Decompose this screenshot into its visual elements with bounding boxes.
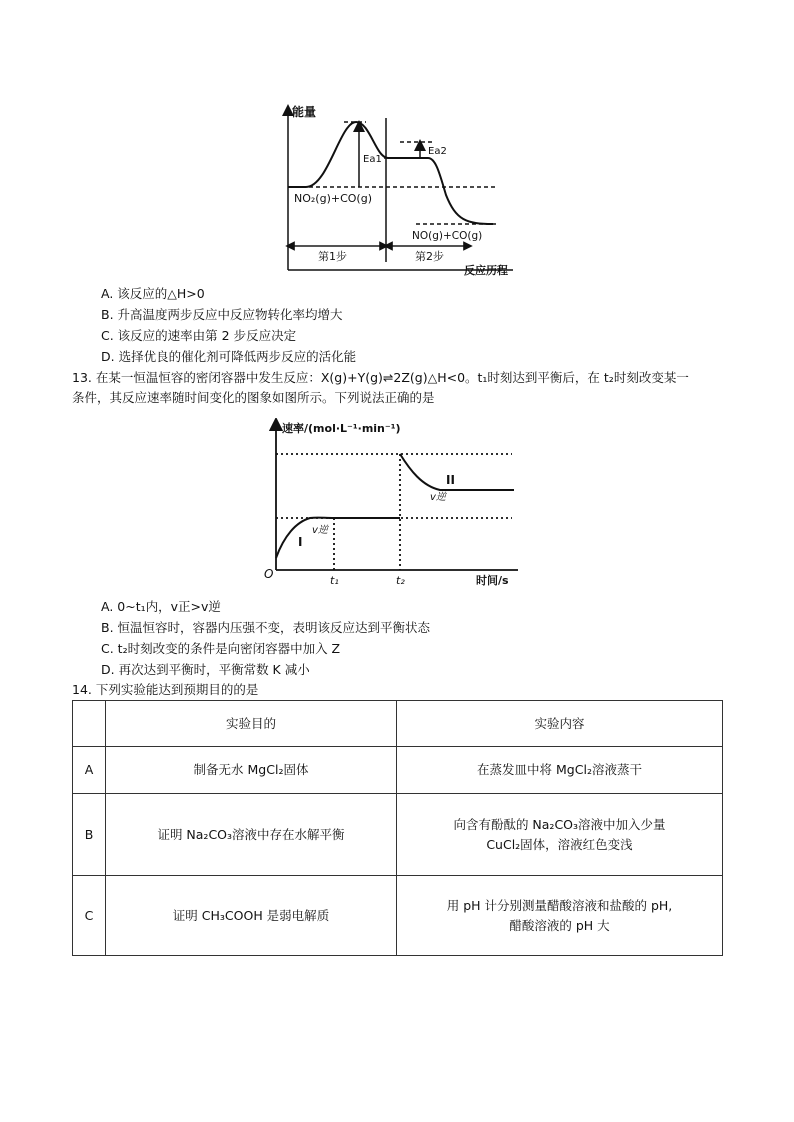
- row-content-line: 用 pH 计分别测量醋酸溶液和盐酸的 pH,: [446, 897, 673, 913]
- rate-diagram: [262, 418, 524, 588]
- q14-stem: 14. 下列实验能达到预期目的的是: [72, 682, 259, 697]
- row-content-line: 在蒸发皿中将 MgCl₂溶液蒸干: [477, 762, 642, 777]
- q12-option-b: B. 升高温度两步反应中反应物转化率均增大: [101, 307, 343, 322]
- row-label: C: [73, 876, 106, 956]
- energy-x-label: 反应历程: [464, 264, 508, 277]
- table-header-row: [73, 701, 723, 747]
- q13-option-a: A. 0~t₁内，v正>v逆: [101, 599, 221, 614]
- rate-y-label: 速率/(mol·L⁻¹·min⁻¹): [282, 422, 401, 435]
- header-content: 实验内容: [397, 701, 723, 747]
- curve-ii-label: II: [446, 473, 455, 487]
- row-purpose: 证明 Na₂CO₃溶液中存在水解平衡: [106, 794, 397, 876]
- table-row: [73, 747, 723, 794]
- energy-curve: [288, 122, 493, 224]
- reactants-label: NO₂(g)+CO(g): [294, 192, 372, 205]
- energy-diagram: [268, 100, 518, 278]
- ea1-label: Ea1: [363, 154, 382, 165]
- row-content: [397, 747, 723, 794]
- header-purpose: 实验目的: [106, 701, 397, 747]
- rate-curve-i: [276, 518, 400, 558]
- experiment-table: [72, 700, 723, 956]
- row-content-line: 向含有酚酞的 Na₂CO₃溶液中加入少量: [453, 816, 666, 832]
- q12-option-a: A. 该反应的△H>0: [101, 286, 205, 301]
- rate-origin: O: [264, 567, 274, 581]
- row-purpose: 制备无水 MgCl₂固体: [106, 747, 397, 794]
- row-label: A: [73, 747, 106, 794]
- row-purpose: 证明 CH₃COOH 是弱电解质: [106, 876, 397, 956]
- ea2-label: Ea2: [428, 146, 447, 157]
- q13-stem-line2: 条件，其反应速率随时间变化的图象如图所示。下列说法正确的是: [72, 390, 435, 405]
- t2-label: t₂: [396, 574, 405, 587]
- row-content: [397, 876, 723, 956]
- v-label-1: v逆: [312, 525, 328, 536]
- v-label-2: v逆: [430, 492, 446, 503]
- q13-option-d: D. 再次达到平衡时，平衡常数 K 减小: [101, 662, 310, 677]
- row-content-line: CuCl₂固体，溶液红色变浅: [486, 836, 633, 852]
- rate-x-label: 时间/s: [476, 574, 509, 587]
- row-label: B: [73, 794, 106, 876]
- t1-label: t₁: [330, 574, 339, 587]
- table-row: [73, 876, 723, 956]
- q13-option-c: C. t₂时刻改变的条件是向密闭容器中加入 Z: [101, 641, 341, 656]
- step2-label: 第2步: [415, 250, 444, 263]
- header-blank: [73, 701, 106, 747]
- q12-option-c: C. 该反应的速率由第 2 步反应决定: [101, 328, 297, 343]
- q13-option-b: B. 恒温恒容时，容器内压强不变，表明该反应达到平衡状态: [101, 620, 431, 635]
- table-row: [73, 794, 723, 876]
- products-label: NO(g)+CO(g): [412, 230, 483, 242]
- step1-label: 第1步: [318, 250, 347, 263]
- energy-y-label: 能量: [292, 105, 317, 119]
- rate-curve-ii: [400, 454, 514, 490]
- row-content-line: 醋酸溶液的 pH 大: [509, 917, 610, 933]
- q12-option-d: D. 选择优良的催化剂可降低两步反应的活化能: [101, 349, 357, 364]
- row-content: [397, 794, 723, 876]
- curve-i-label: I: [298, 535, 303, 549]
- q13-stem-line1: 13. 在某一恒温恒容的密闭容器中发生反应：X(g)+Y(g)⇌2Z(g)△H<0。t₁时刻达到平衡后，在 t₂时刻改变某一: [72, 370, 689, 385]
